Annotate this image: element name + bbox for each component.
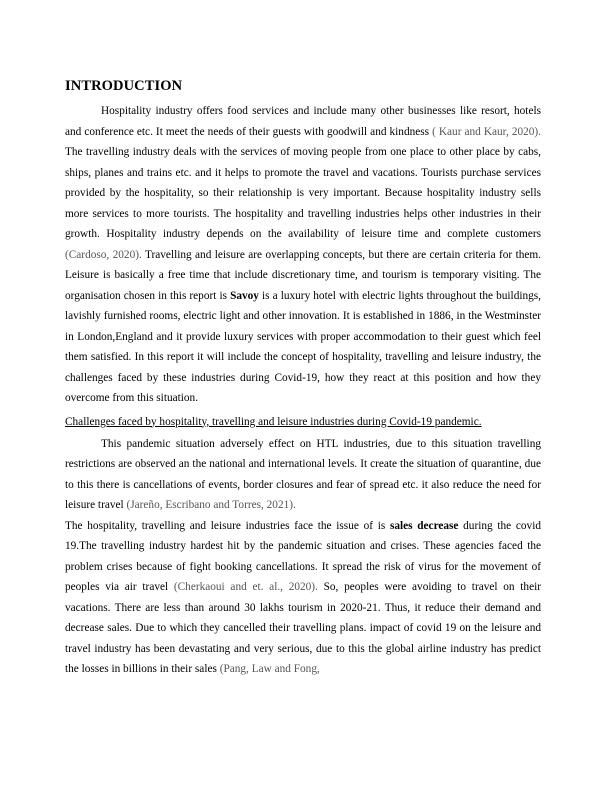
citation-jareno: (Jareño, Escribano and Torres, 2021). <box>126 499 296 511</box>
intro-text-2: The travelling industry deals with the services of moving people from one place to other place by cabs, ships, planes and trains etc. and it helps to promote the travel and vacations. Tourists purchase services provided by the hospitality, so their relationship is very important. Because hospitality industry sells more services to more tourists. The hospitality and travelling industries helps other industries in their growth. Hospitality industry depends on the availability of leisure time and complete customers <box>65 146 541 240</box>
sales-text-3: So, peoples were avoiding to travel on their vacations. There are less than around 30 lakhs tourism in 2020-21. Thus, it reduce their demand and decrease sales. Due to which they cancelled their travelling plans. impact of covid 19 on the leisure and travel industry has been devastating and very serious, due to this the global airline industry has predict the losses in billions in their sales <box>65 581 541 675</box>
sales-text-1: The hospitality, travelling and leisure industries face the issue of is <box>65 519 390 532</box>
pandemic-text: This pandemic situation adversely effect on HTL industries, due to this situation travelling restrictions are observed an the national and international levels. It create the situation of quarantine, due to this there is cancellations of events, border closures and fear of spread etc. it also reduce the need for leisure travel <box>65 437 541 511</box>
citation-pang: (Pang, Law and Fong, <box>219 663 320 675</box>
intro-text-4: is a luxury hotel with electric lights throughout the buildings, lavishly furnished rooms, electric light and other innovation. It is established in 1886, in the Westminster in London,England and it provide luxury services with proper accommodation to their guest which feel them satisfied. In this report it will include the concept of hospitality, travelling and leisure industry, the challenges faced by these industries during Covid-19, how they react at this position and how they overcome from this situation. <box>65 289 541 404</box>
citation-cherkaoui: (Cherkaoui and et. al., 2020). <box>173 581 318 593</box>
intro-text-1: Hospitality industry offers food services and include many other businesses like resort, hotels and conference etc. It meet the needs of their guests with goodwill and kindness <box>65 105 541 138</box>
sales-paragraph <box>65 516 541 680</box>
sales-decrease-term: sales decrease <box>389 519 459 532</box>
pandemic-paragraph <box>65 434 541 516</box>
challenges-subheading: Challenges faced by hospitality, travelling and leisure industries during Covid-19 pandemic. <box>65 415 482 428</box>
sales-text-2: during the covid 19.The travelling industry hardest hit by the pandemic situation and crises. These agencies faced the problem crises because of fight booking cancellations. It spread the risk of virus for the movement of peoples via air travel <box>65 519 541 593</box>
intro-text-3: Travelling and leisure are overlapping concepts, but there are certain criteria for them. Leisure is basically a free time that include discretionary time, and tourism is temporary visiting. The organisation chosen in this report is <box>65 248 541 302</box>
citation-kaur: ( Kaur and Kaur, 2020). <box>432 125 542 138</box>
organisation-name: Savoy <box>230 289 259 302</box>
intro-paragraph <box>65 101 541 409</box>
section-heading: INTRODUCTION <box>65 78 183 94</box>
document-body <box>65 78 541 680</box>
citation-cardoso: (Cardoso, 2020). <box>65 248 142 261</box>
